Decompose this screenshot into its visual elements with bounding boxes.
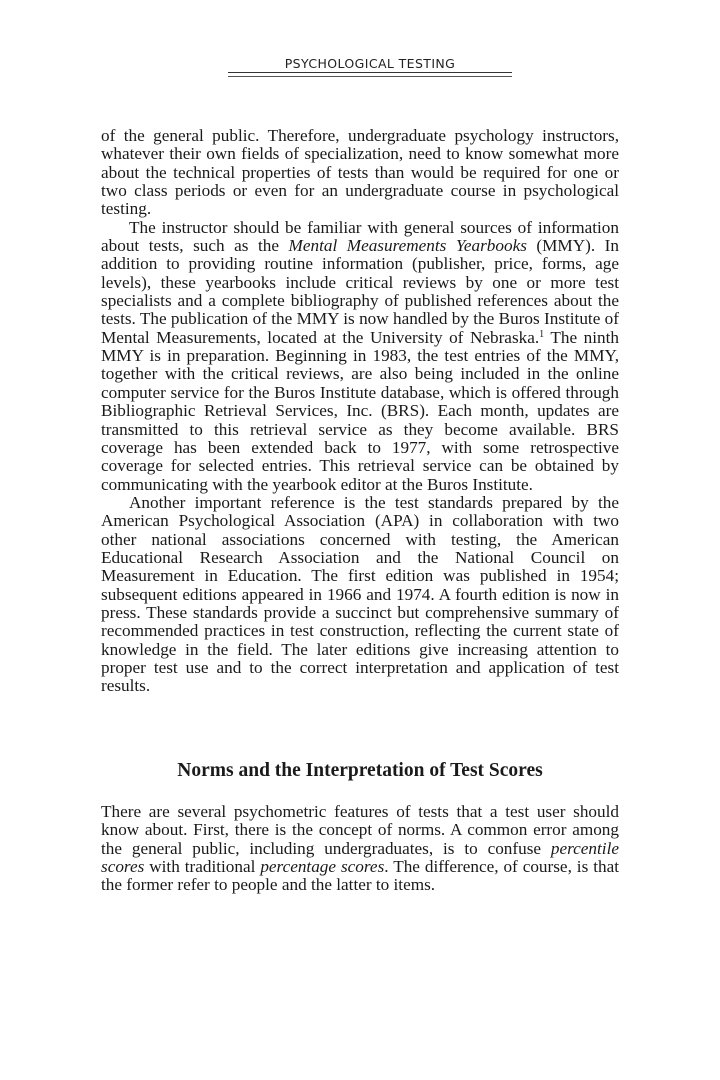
text-run: with traditional [144, 857, 261, 877]
text-run: of the general public. Therefore, undergraduate psychology instructors, whatever their own fields of specialization, need to know somewhat more about the technical properties of tests than would be required for one or two class periods or even for an undergraduate course in psychological testing. [101, 126, 619, 219]
text-run: . The difference, of course, is that the former refer to people and the latter to items. [101, 857, 619, 895]
header-rule-top [228, 72, 512, 73]
header-rule-bottom [228, 76, 512, 77]
paragraph [101, 803, 619, 895]
paragraph [101, 494, 619, 696]
text-run: (MMY). In addition to providing routine information (publisher, price, forms, age levels), these yearbooks include critical reviews by one or more test specialists and a complete bibliography of published references about the tests. The publication of the MMY is now handled by the Buros Institute of Mental Measurements, located at the University of Nebraska. [101, 236, 619, 347]
body-text-bottom [101, 803, 619, 895]
section-heading: Norms and the Interpretation of Test Scores [177, 760, 543, 781]
text-run: The instructor should be familiar with general sources of information about tests, such as the [101, 217, 619, 256]
body-text-top [101, 127, 619, 696]
paragraph [101, 127, 619, 219]
text-run: The ninth MMY is in preparation. Beginning in 1983, the test entries of the MMY, together with the critical reviews, are also being included in the online computer service for the Buros Institute database, which is offered through Bibliographic Retrieval Services, Inc. (BRS). Each month, updates are transmitted to this retrieval service as they become available. BRS coverage has been extended back to 1977, with some retrospective coverage for selected entries. This retrieval service can be obtained by communicating with the yearbook editor at the Buros Institute. [101, 327, 619, 494]
running-head: PSYCHOLOGICAL TESTING [284, 56, 456, 71]
text-run: There are several psychometric features of tests that a test user should know about. First, there is the concept of norms. A common error among the general public, including undergraduates, is to confuse [101, 802, 619, 858]
italic-phrase: Mental Measurements Yearbooks [288, 236, 527, 256]
italic-phrase: percentage scores [260, 857, 385, 877]
footnote-marker: 1 [539, 328, 545, 340]
italic-phrase: percentile scores [101, 838, 619, 877]
text-run: Another important reference is the test standards prepared by the American Psychological Association (APA) in collaboration with two other national associations concerned with testing, the American Educational Research Association and the National Council on Measurement in Education. The first edition was published in 1954; subsequent editions appeared in 1966 and 1974. A fourth edition is now in press. These standards provide a succinct but comprehensive summary of recommended practices in test construction, reflecting the current state of knowledge in the field. The later editions give increasing attention to proper test use and to the correct interpretation and application of test results. [101, 492, 619, 696]
paragraph [101, 219, 619, 494]
